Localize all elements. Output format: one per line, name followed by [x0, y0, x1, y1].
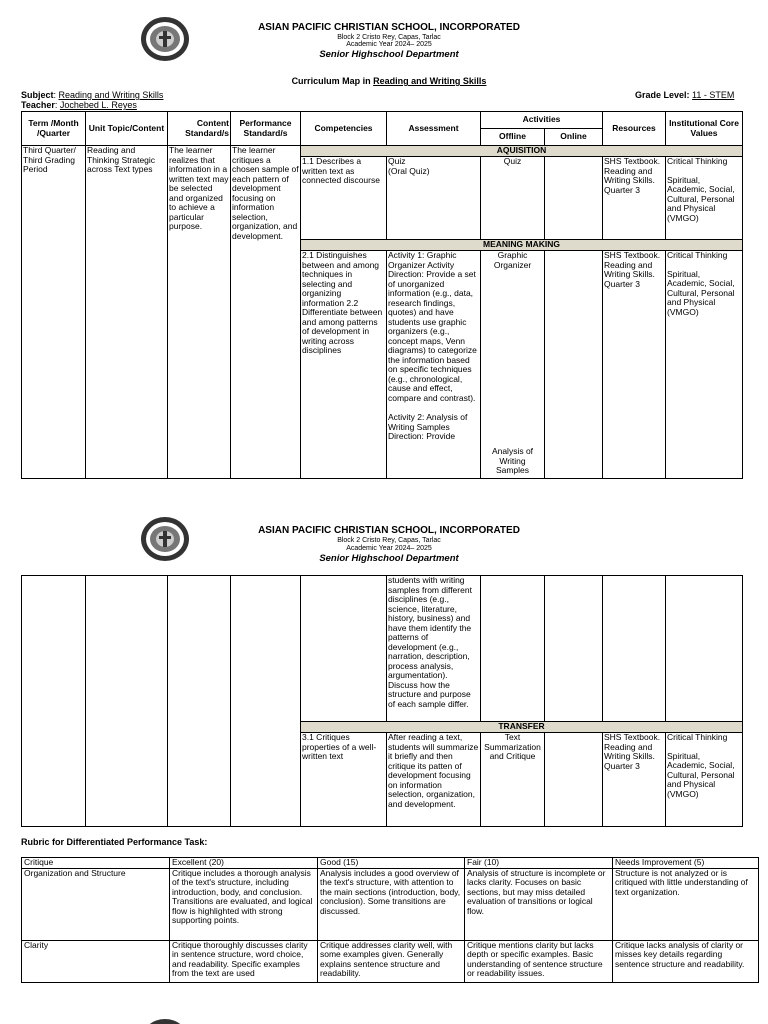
- acq-resources: SHS Textbook. Reading and Writing Skills. Quarter 3: [603, 157, 666, 240]
- term-cell-cont: [22, 576, 86, 827]
- mm-assessment-cont: students with writing samples from different disciplines (e.g., science, literature, history, business) and have them identify the patterns of development (e.g., narration, description, process analysis, argumentation). Discuss how the structure and purpose of each sample differ.: [387, 576, 481, 722]
- unit-cell: Reading and Thinking Strategic across Text types: [86, 146, 168, 479]
- subject-value: Reading and Writing Skills: [58, 90, 164, 100]
- rubric-excellent: Critique thoroughly discusses clarity in sentence structure, word choice, and readability. Specific examples from the text are used: [170, 940, 318, 982]
- band-transfer: TRANSFER: [301, 722, 743, 733]
- school-seal-logo-partial: [140, 1018, 190, 1024]
- band-acquisition: AQUISITION: [301, 146, 743, 157]
- rubric-good: Critique addresses clarity well, with some examples given. Generally explains sentence structure and readability.: [318, 940, 465, 982]
- acq-core-values: [666, 157, 743, 240]
- rubric-row-clarity: [22, 940, 759, 982]
- col-assessment: Assessment: [387, 112, 481, 146]
- acq-online: [545, 157, 603, 240]
- document-title-prefix: Curriculum Map in: [291, 76, 374, 86]
- grade-level-line: [635, 90, 734, 100]
- rubric-header-critique: Critique: [22, 858, 170, 869]
- subject-line: Subject: Reading and Writing Skills: [21, 90, 164, 100]
- col-unit: Unit Topic/Content: [86, 112, 168, 146]
- grade-level-value: 11 - STEM: [692, 90, 735, 100]
- acq-assessment-1: Quiz: [388, 156, 406, 166]
- rubric-excellent: Critique includes a thorough analysis of the text's structure, including introduction, body, and conclusion. Transitions are evaluated, and logical flow is highlighted with strong supporting points.: [170, 868, 318, 940]
- rubric-row-organization: [22, 868, 759, 940]
- performance-standard-cell: The learner critiques a chosen sample of each pattern of development focusing on information selection, organization, and development.: [231, 146, 301, 479]
- rubric-header-excellent: Excellent (20): [170, 858, 318, 869]
- rubric-header-good: Good (15): [318, 858, 465, 869]
- rubric-header-needs-improvement: Needs Improvement (5): [613, 858, 759, 869]
- mm-resources-cont: [603, 576, 666, 722]
- curriculum-map-table-continued: [21, 575, 743, 827]
- rubric-fair: Analysis of structure is incomplete or lacks clarity. Focuses on basic sections, but may miss detailed evaluation of transitions or logical flow.: [465, 868, 613, 940]
- band-meaning-making: MEANING MAKING: [301, 240, 743, 251]
- mm-competency: 2.1 Distinguishes between and among techniques in selecting and organizing information 2.2 Differentiate between and among patterns of development in writing across disciplines: [301, 251, 387, 479]
- rubric-title: Rubric for Differentiated Performance Task:: [21, 837, 208, 847]
- mm-offline-cont: [481, 576, 545, 722]
- tr-assessment: After reading a text, students will summarize it briefly and then critique its patten of development focusing on information selection, organization, and development.: [387, 733, 481, 827]
- mm-core-values-cont: [666, 576, 743, 722]
- rubric-needs-improvement: Structure is not analyzed or is critiqued with little understanding of text organization.: [613, 868, 759, 940]
- rubric-table: [21, 857, 759, 983]
- acq-assessment: [387, 157, 481, 240]
- academic-year: Academic Year 2024– 2025: [346, 545, 432, 552]
- tr-core-values: [666, 733, 743, 827]
- rubric-header-fair: Fair (10): [465, 858, 613, 869]
- tr-competency: 3.1 Critiques properties of a well-written text: [301, 733, 387, 827]
- content-standard-cell-cont: [168, 576, 231, 827]
- mm-core-values: [666, 251, 743, 479]
- department-name: Senior Highschool Department: [319, 49, 459, 60]
- mm-offline: [481, 251, 545, 479]
- mm-online: [545, 251, 603, 479]
- content-standard-cell: The learner realizes that information in a written text may be selected and organized to achieve a particular purpose.: [168, 146, 231, 479]
- mm-competency-cont: [301, 576, 387, 722]
- col-offline: Offline: [481, 129, 545, 146]
- grade-level-label: Grade Level:: [635, 90, 690, 100]
- mm-assessment-2: Activity 2: Analysis of Writing Samples Direction: Provide: [388, 412, 468, 442]
- school-name: ASIAN PACIFIC CHRISTIAN SCHOOL, INCORPORATED: [258, 525, 520, 536]
- tr-core-1: Critical Thinking: [667, 732, 728, 742]
- document-title: [0, 76, 768, 86]
- col-core-values: Institutional Core Values: [666, 112, 743, 146]
- mm-offline-1: Graphic Organizer: [493, 251, 532, 270]
- school-address: Block 2 Cristo Rey, Capas, Tarlac: [337, 537, 441, 544]
- rubric-criterion: Organization and Structure: [22, 868, 170, 940]
- mm-assessment: [387, 251, 481, 479]
- col-performance-standard: Performance Standard/s: [231, 112, 301, 146]
- mm-core-1: Critical Thinking: [667, 250, 728, 260]
- mm-resources: SHS Textbook. Reading and Writing Skills. Quarter 3: [603, 251, 666, 479]
- acq-core-1: Critical Thinking: [667, 156, 728, 166]
- rubric-fair: Critique mentions clarity but lacks depth or specific examples. Basic understanding of sentence structure or readability issues.: [465, 940, 613, 982]
- tr-resources: SHS Textbook. Reading and Writing Skills. Quarter 3: [603, 733, 666, 827]
- col-term: Term /Month /Quarter: [22, 112, 86, 146]
- school-address: Block 2 Cristo Rey, Capas, Tarlac: [337, 34, 441, 41]
- col-content-standard: Content Standard/s: [168, 112, 231, 146]
- acq-assessment-2: (Oral Quiz): [388, 165, 430, 176]
- department-name: Senior Highschool Department: [319, 553, 459, 564]
- tr-core-2: Spiritual, Academic, Social, Cultural, Personal and Physical (VMGO): [667, 750, 735, 799]
- unit-cell-cont: [86, 576, 168, 827]
- mm-core-2: Spiritual, Academic, Social, Cultural, Personal and Physical (VMGO): [667, 268, 735, 317]
- school-name: ASIAN PACIFIC CHRISTIAN SCHOOL, INCORPORATED: [258, 22, 520, 33]
- mm-online-cont: [545, 576, 603, 722]
- col-online: Online: [545, 129, 603, 146]
- col-activities: Activities: [481, 112, 603, 129]
- rubric-needs-improvement: Critique lacks analysis of clarity or misses key details regarding sentence structure and readability.: [613, 940, 759, 982]
- acq-competency: 1.1 Describes a written text as connected discourse: [301, 157, 387, 240]
- acq-core-2: Spiritual, Academic, Social, Cultural, Personal and Physical (VMGO): [667, 174, 735, 223]
- teacher-line: Teacher: Jochebed L. Reyes: [21, 100, 137, 110]
- curriculum-map-table: [21, 111, 743, 479]
- mm-assessment-1: Activity 1: Graphic Organizer Activity Direction: Provide a set of unorganized information (e.g., data, research findings, quotes) and have students use graphic organizers (e.g., concept maps, Venn diagrams) to categorize the information based on specific techniques (e.g., chronological, cause and effect, compare and contrast).: [388, 251, 477, 403]
- teacher-value: Jochebed L. Reyes: [59, 100, 137, 110]
- rubric-good: Analysis includes a good overview of the text's structure, with attention to the main sections (introduction, body, conclusion). Some transitions are discussed.: [318, 868, 465, 940]
- col-resources: Resources: [603, 112, 666, 146]
- performance-standard-cell-cont: [231, 576, 301, 827]
- subject-label: Subject: [21, 90, 54, 100]
- rubric-criterion: Clarity: [22, 940, 170, 982]
- mm-offline-2: Analysis of Writing Samples: [491, 446, 534, 476]
- acq-offline: Quiz: [481, 157, 545, 240]
- term-cell: Third Quarter/ Third Grading Period: [22, 146, 86, 479]
- col-competencies: Competencies: [301, 112, 387, 146]
- teacher-label: Teacher: [21, 100, 55, 110]
- academic-year: Academic Year 2024– 2025: [346, 41, 432, 48]
- tr-online: [545, 733, 603, 827]
- document-title-subject: Reading and Writing Skills: [373, 76, 487, 86]
- tr-offline: Text Summarization and Critique: [481, 733, 545, 827]
